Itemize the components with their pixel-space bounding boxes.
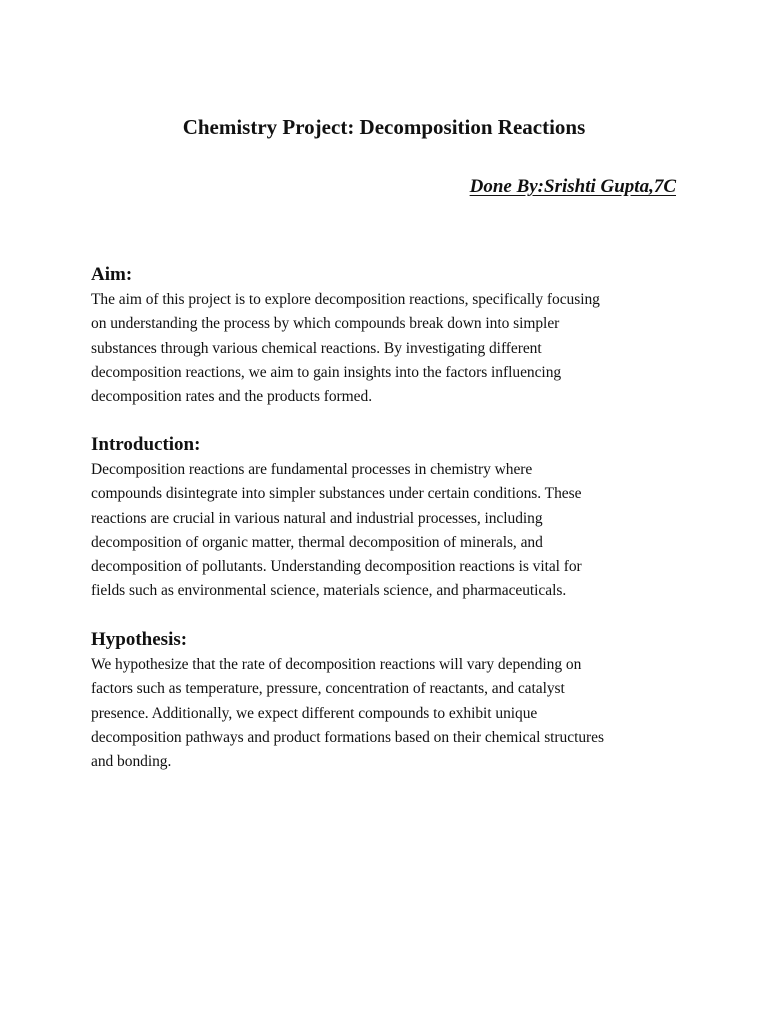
section-body-introduction <box>91 458 691 604</box>
section-heading-hypothesis: Hypothesis: <box>91 629 188 650</box>
body-line: The aim of this project is to explore decomposition reactions, specifically focusing <box>91 291 600 308</box>
body-line: Decomposition reactions are fundamental processes in chemistry where <box>91 461 533 478</box>
body-line: decomposition of pollutants. Understanding decomposition reactions is vital for <box>91 558 582 576</box>
body-line: decomposition reactions, we aim to gain insights into the factors influencing <box>91 363 562 381</box>
body-line: compounds disintegrate into simpler substances under certain conditions. These <box>91 485 582 503</box>
section-heading-introduction: Introduction: <box>91 434 201 455</box>
section-heading-aim: Aim: <box>91 264 133 285</box>
body-line: decomposition rates and the products formed. <box>91 388 373 406</box>
body-line: on understanding the process by which compounds break down into simpler <box>91 315 560 333</box>
body-line: and bonding. <box>91 753 172 771</box>
body-line: We hypothesize that the rate of decomposition reactions will vary depending on <box>91 656 582 673</box>
body-line: substances through various chemical reactions. By investigating different <box>91 339 542 357</box>
document-title: Chemistry Project: Decomposition Reactions <box>182 115 586 139</box>
section-hypothesis <box>91 627 691 774</box>
section-body-aim <box>91 288 691 409</box>
author-byline: Done By:Srishti Gupta,7C <box>469 176 676 197</box>
section-introduction <box>91 432 691 604</box>
body-line: factors such as temperature, pressure, concentration of reactants, and catalyst <box>91 680 565 698</box>
section-aim <box>91 262 691 409</box>
body-line: reactions are crucial in various natural and industrial processes, including <box>91 509 543 527</box>
section-body-hypothesis <box>91 653 691 774</box>
body-line: decomposition of organic matter, thermal decomposition of minerals, and <box>91 533 543 551</box>
body-line: decomposition pathways and product formations based on their chemical structures <box>91 728 604 746</box>
body-line: fields such as environmental science, materials science, and pharmaceuticals. <box>91 582 567 600</box>
body-line: presence. Additionally, we expect different compounds to exhibit unique <box>91 704 538 722</box>
